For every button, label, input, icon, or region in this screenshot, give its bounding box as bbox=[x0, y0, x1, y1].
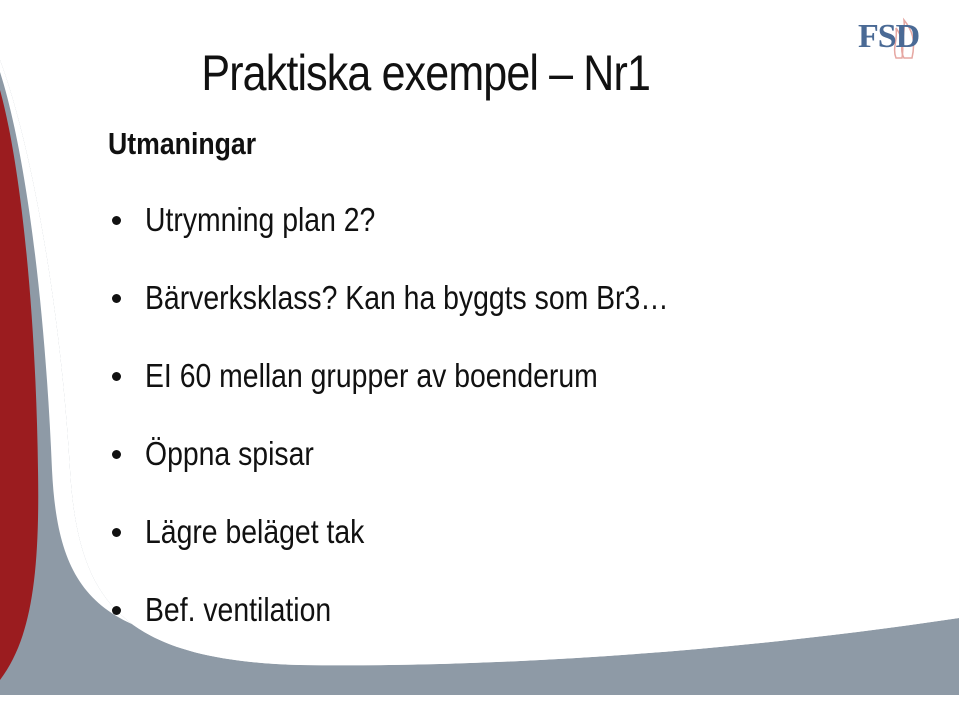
bullet-dot-icon bbox=[112, 450, 121, 459]
bullet-text: Utrymning plan 2? bbox=[145, 201, 376, 238]
bullet-text: Bef. ventilation bbox=[145, 591, 332, 628]
bullet-text: EI 60 mellan grupper av boenderum bbox=[145, 357, 598, 394]
bullet-dot-icon bbox=[112, 294, 121, 303]
list-item bbox=[112, 278, 754, 356]
bullet-dot-icon bbox=[112, 216, 121, 225]
logo-text: FSD bbox=[858, 18, 920, 55]
bullet-dot-icon bbox=[112, 528, 121, 537]
list-item bbox=[112, 434, 754, 512]
list-item bbox=[112, 512, 754, 590]
bullet-dot-icon bbox=[112, 606, 121, 615]
slide-subtitle: Utmaningar bbox=[108, 126, 257, 161]
list-item bbox=[112, 356, 754, 434]
bottom-strip bbox=[0, 695, 959, 709]
slide-title: Praktiska exempel – Nr1 bbox=[201, 45, 651, 101]
bullet-dot-icon bbox=[112, 372, 121, 381]
bullet-text: Öppna spisar bbox=[145, 435, 314, 472]
list-item bbox=[112, 200, 754, 278]
bullet-list bbox=[112, 200, 754, 668]
bullet-text: Bärverksklass? Kan ha byggts som Br3… bbox=[145, 279, 669, 316]
fsd-logo bbox=[858, 14, 934, 60]
list-item bbox=[112, 590, 754, 668]
bullet-text: Lägre beläget tak bbox=[145, 513, 365, 550]
